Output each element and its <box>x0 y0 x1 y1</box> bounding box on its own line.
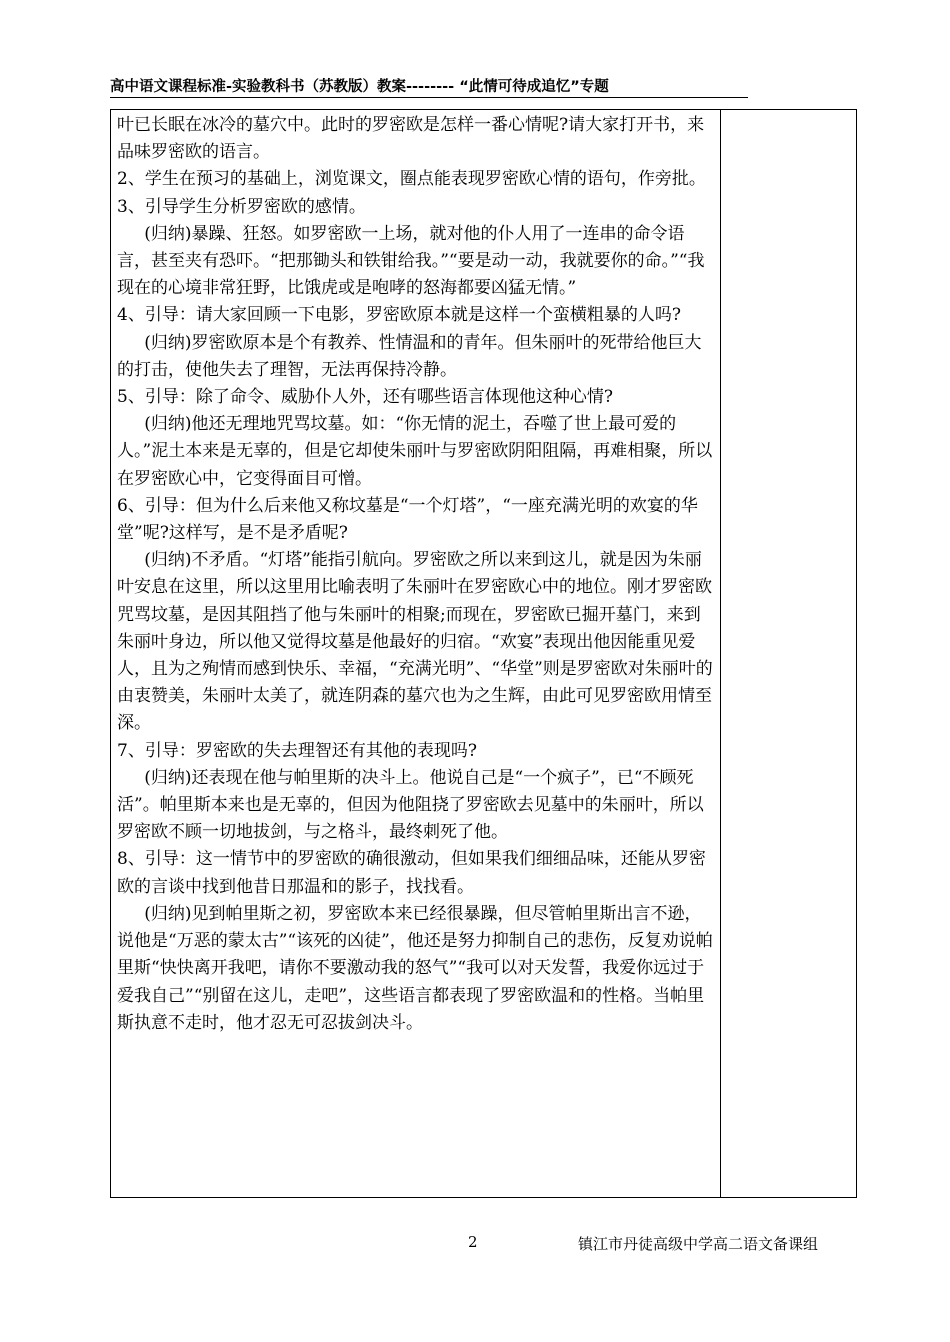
paragraph: 3、引导学生分析罗密欧的感情。 <box>117 196 366 217</box>
paragraph: 2、学生在预习的基础上，浏览课文，圈点能表现罗密欧心情的语句，作旁批。 <box>117 169 706 190</box>
paragraph: 8、引导：这一情节中的罗密欧的确很激动，但如果我们细细品味，还能从罗密欧的言谈中找到他昔日那温和的影子，找找看。 <box>117 849 706 897</box>
footer-school-name: 镇江市丹徒高级中学高二语文备课组 <box>578 1235 819 1253</box>
paragraph: 叶已长眠在冰冷的墓穴中。此时的罗密欧是怎样一番心情呢?请大家打开书，来品味罗密欧的语言。 <box>117 115 705 163</box>
paragraph: (归纳)不矛盾。“灯塔”能指引航向。罗密欧之所以来到这儿，就是因为朱丽叶安息在这里，所以这里用比喻表明了朱丽叶在罗密欧心中的地位。刚才罗密欧咒骂坟墓，是因其阻挡了他与朱丽叶的相聚;而现在，罗密欧已掘开墓门，来到朱丽叶身边，所以他又觉得坟墓是他最好的归宿。“欢宴”表现出他因能重见爱人，且为之殉情而感到快乐、幸福，“充满光明”、“华堂”则是罗密欧对朱丽叶的由衷赞美，朱丽叶太美了，就连阴森的墓穴也为之生辉，由此可见罗密欧用情至深。 <box>117 550 713 734</box>
paragraph: (归纳)见到帕里斯之初，罗密欧本来已经很暴躁，但尽管帕里斯出言不逊，说他是“万恶的蒙太古”“该死的凶徒”，他还是努力抑制自己的悲伤，反复劝说帕里斯“快快离开我吧，请你不要激动我的怒气”“我可以对天发誓，我爱你远过于爱我自己”“别留在这儿，走吧”，这些语言都表现了罗密欧温和的性格。当帕里斯执意不走时，他才忍无可忍拔剑决斗。 <box>117 903 713 1033</box>
notes-column-divider <box>720 109 721 1198</box>
page-number: 2 <box>468 1233 478 1251</box>
paragraph: 5、引导：除了命令、威胁仆人外，还有哪些语言体现他这种心情? <box>117 387 613 408</box>
header-rule <box>110 97 748 98</box>
paragraph: (归纳)还表现在他与帕里斯的决斗上。他说自己是“一个疯子”，已“不顾死活”。帕里斯本来也是无辜的，但因为他阻挠了罗密欧去见墓中的朱丽叶，所以罗密欧不顾一切地拔剑，与之格斗，最终刺死了他。 <box>117 767 704 843</box>
lesson-content <box>117 112 715 1037</box>
paragraph: (归纳)暴躁、狂怒。如罗密欧一上场，就对他的仆人用了一连串的命令语言，甚至夹有恐吓。“把那锄头和铁钳给我。”“要是动一动，我就要你的命。”“我现在的心境非常狂野，比饿虎或是咆哮的怒海都要凶猛无情。” <box>117 223 705 299</box>
paragraph: (归纳)罗密欧原本是个有教养、性情温和的青年。但朱丽叶的死带给他巨大的打击，使他失去了理智，无法再保持冷静。 <box>117 332 702 380</box>
paragraph: 7、引导：罗密欧的失去理智还有其他的表现吗? <box>117 740 477 761</box>
paragraph: 4、引导：请大家回顾一下电影，罗密欧原本就是这样一个蛮横粗暴的人吗? <box>117 305 681 326</box>
paragraph: (归纳)他还无理地咒骂坟墓。如：“你无情的泥土，吞噬了世上最可爱的人。”泥土本来是无辜的，但是它却使朱丽叶与罗密欧阴阳阻隔，再难相聚，所以在罗密欧心中，它变得面目可憎。 <box>117 414 713 489</box>
paragraph: 6、引导：但为什么后来他又称坟墓是“一个灯塔”，“一座充满光明的欢宴的华堂”呢?这样写，是不是矛盾呢? <box>117 495 698 544</box>
page-header-title: 高中语文课程标准-实验教科书（苏教版）教案-------- “此情可待成追忆”专题 <box>110 79 609 95</box>
